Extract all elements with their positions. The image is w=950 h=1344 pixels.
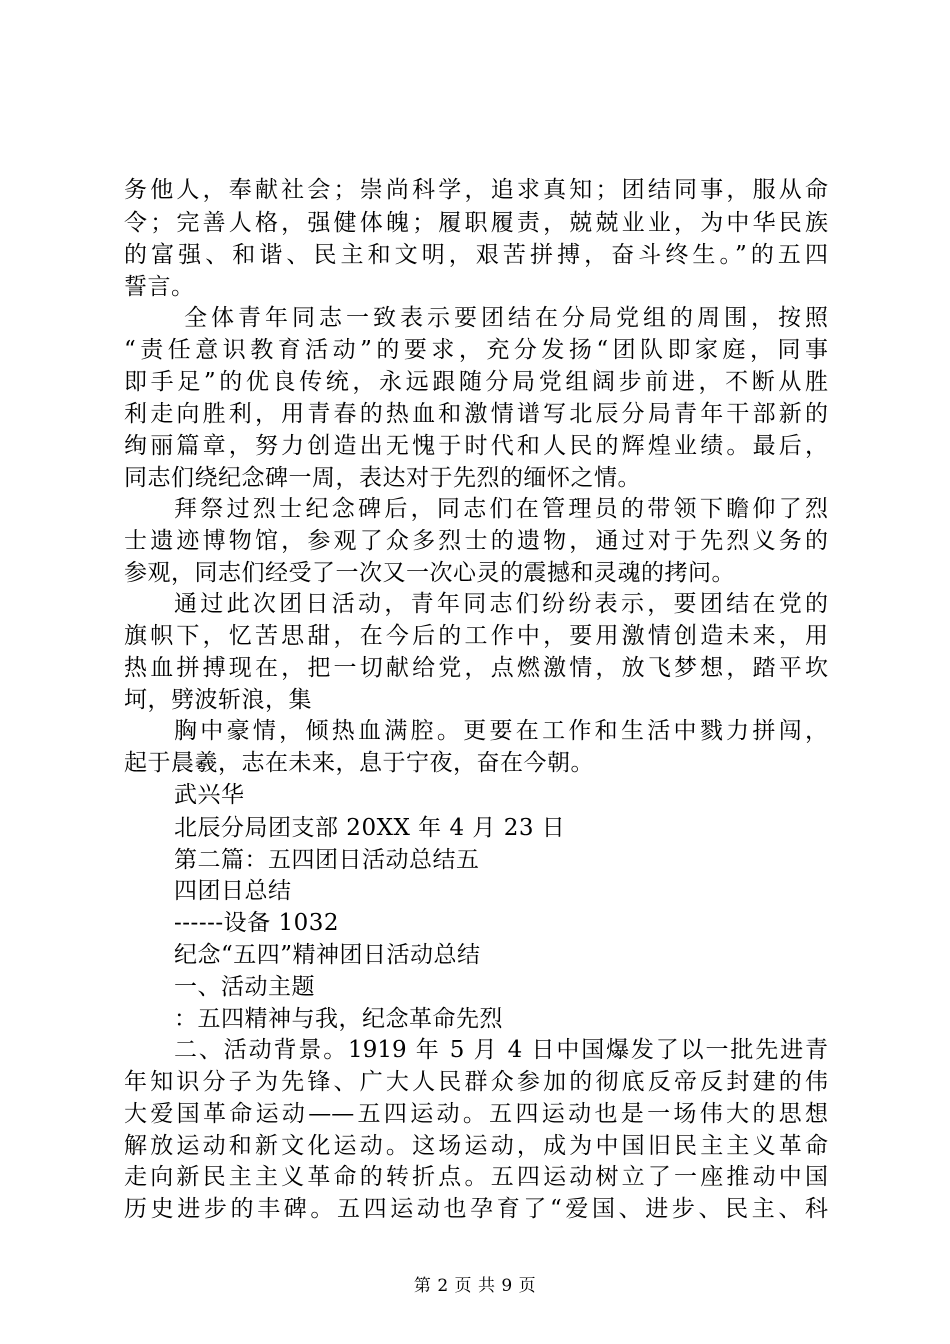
signature-name: 武兴华 [174, 782, 245, 808]
section-heading: 四团日总结 [174, 878, 292, 904]
body-line: “责任意识教育活动”的要求，充分发扬“团队即家庭，同事 [124, 337, 828, 363]
body-line: 大爱国革命运动——五四运动。五四运动也是一场伟大的思想 [124, 1101, 828, 1127]
body-line: 利走向胜利，用青春的热血和激情谱写北辰分局青年干部新的 [124, 401, 828, 427]
body-line: 即手足”的优良传统，永远跟随分局党组阔步前进，不断从胜 [124, 369, 828, 395]
body-line: 绚丽篇章，努力创造出无愧于时代和人民的辉煌业绩。最后， [124, 433, 828, 459]
body-line: 参观，同志们经受了一次又一次心灵的震撼和灵魂的拷问。 [124, 560, 735, 586]
body-line: 旗帜下，忆苦思甜，在今后的工作中，要用激情创造未来，用 [124, 623, 828, 649]
document-title: 纪念“五四”精神团日活动总结 [174, 942, 481, 968]
body-line: 坷，劈波斩浪，集 [124, 687, 312, 713]
paragraph-start-line: 全体青年同志一致表示要团结在分局党组的周围，按照 [184, 305, 828, 331]
paragraph-start-line: 二、活动背景。1919 年 5 月 4 日中国爆发了以一批先进青 [174, 1037, 828, 1063]
body-line: 解放运动和新文化运动。这场运动，成为中国旧民主主义革命 [124, 1133, 828, 1159]
page-indicator: 第 2 页 共 9 页 [413, 1276, 537, 1296]
paragraph-start-line: 通过此次团日活动，青年同志们纷纷表示，要团结在党的 [174, 591, 828, 617]
body-line: 历史进步的丰碑。五四运动也孕育了“爱国、进步、民主、科 [124, 1196, 828, 1222]
paragraph-start-line: 拜祭过烈士纪念碑后，同志们在管理员的带领下瞻仰了烈 [174, 496, 828, 522]
body-line: 令；完善人格，强健体魄；履职履责，兢兢业业，为中华民族 [124, 210, 828, 236]
section-heading: 第二篇：五四团日活动总结五 [174, 847, 480, 873]
body-line: 务他人，奉献社会；崇尚科学，追求真知；团结同事，服从命 [124, 177, 828, 203]
author-line: ------设备 1032 [174, 910, 339, 936]
body-line: 起于晨羲，志在未来，息于宁夜，奋在今朝。 [124, 750, 594, 776]
body-line: 誓言。 [124, 274, 195, 300]
signature-date: 北辰分局团支部 20XX 年 4 月 23 日 [174, 815, 566, 841]
body-line: 热血拼搏现在，把一切献给党，点燃激情，放飞梦想，踏平坎 [124, 655, 828, 681]
body-line: 走向新民主主义革命的转折点。五四运动树立了一座推动中国 [124, 1164, 828, 1190]
paragraph-start-line: 胸中豪情，倾热血满腔。更要在工作和生活中戮力拼闯， [174, 718, 828, 744]
body-line: 的富强、和谐、民主和文明，艰苦拼搏，奋斗终生。”的五四 [124, 242, 828, 268]
subheading: 一、活动主题 [174, 974, 315, 1000]
body-line: 士遗迹博物馆，参观了众多烈士的遗物，通过对于先烈义务的 [124, 528, 828, 554]
body-line: 同志们绕纪念碑一周，表达对于先烈的缅怀之情。 [124, 465, 641, 491]
theme-line: ：五四精神与我，纪念革命先烈 [174, 1006, 503, 1032]
body-line: 年知识分子为先锋、广大人民群众参加的彻底反帝反封建的伟 [124, 1069, 828, 1095]
